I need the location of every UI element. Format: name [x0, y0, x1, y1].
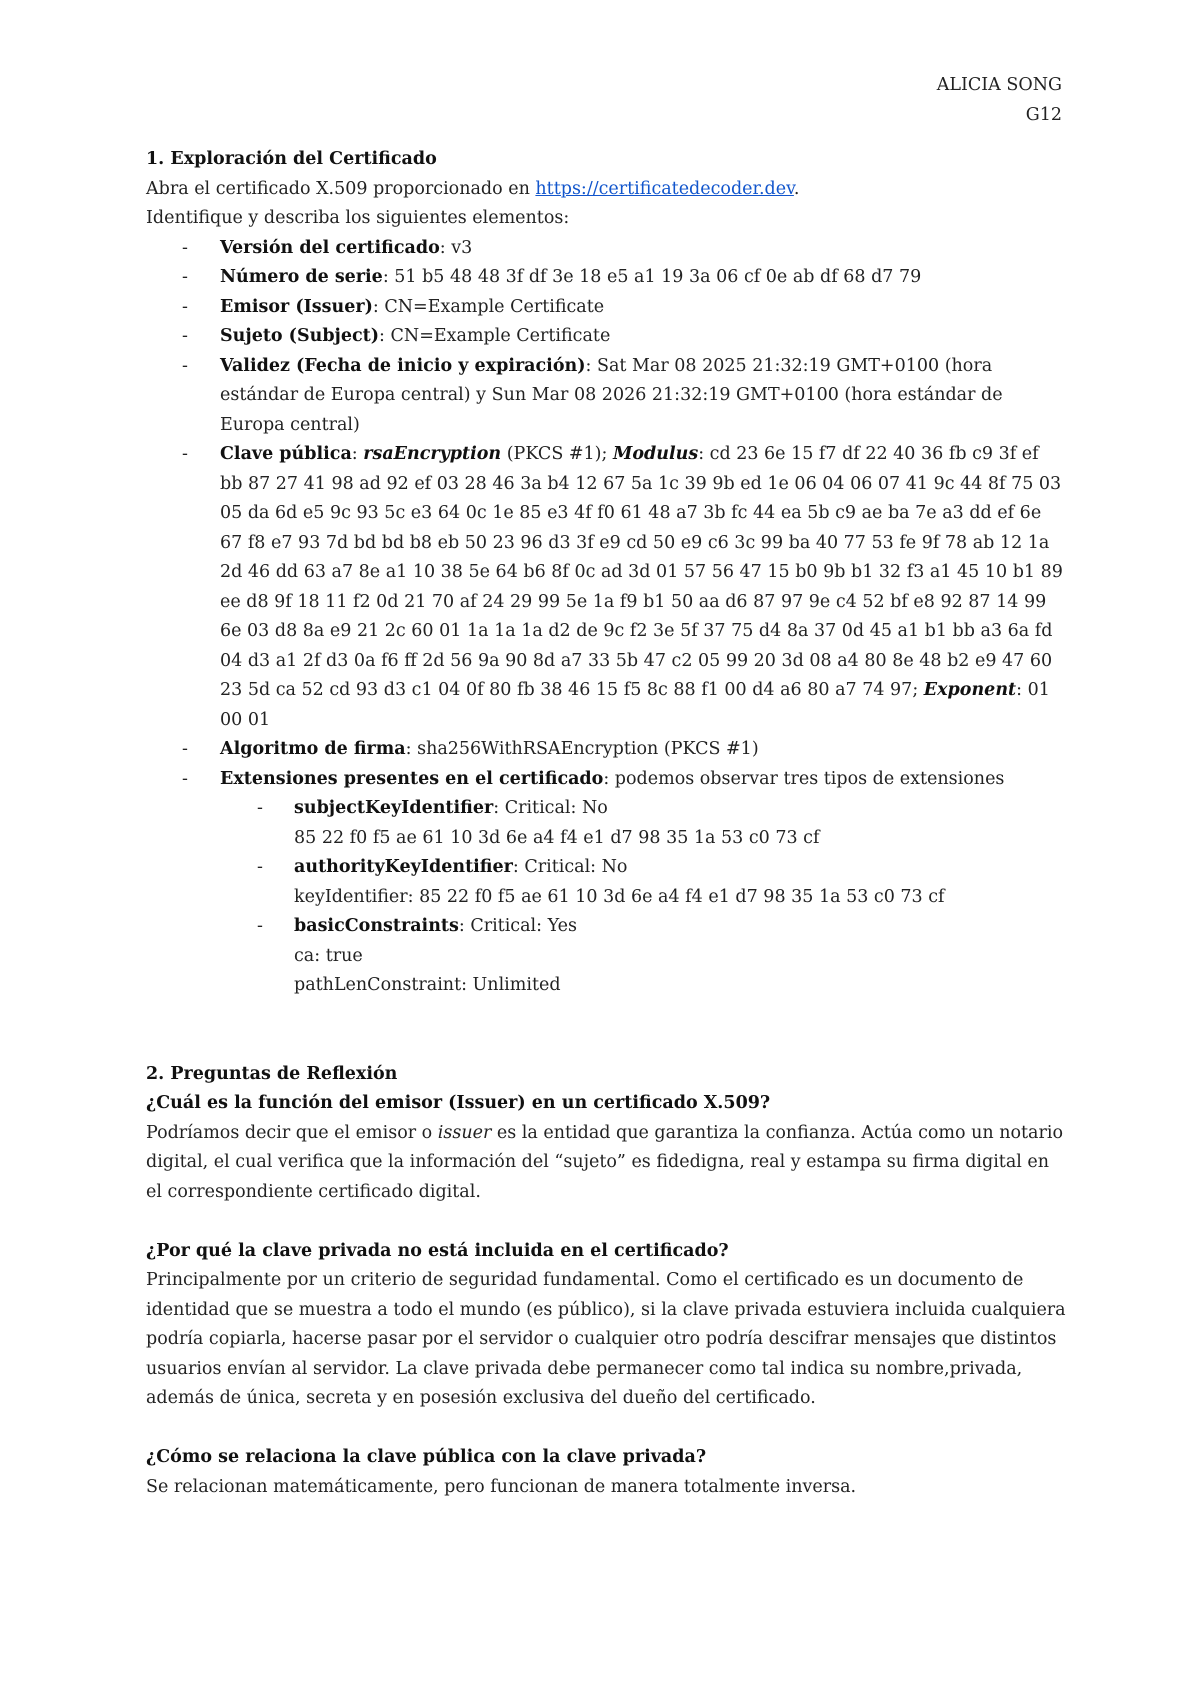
serial-value: : 51 b5 48 48 3f df 3e 18 e5 a1 19 3a 06 cf 0e ab df 68 d7 79 [382, 267, 922, 287]
issuer-label: Emisor (Issuer) [220, 296, 373, 317]
section1-identify: Identifique y describa los siguientes elementos: [146, 208, 570, 228]
section1-intro [146, 175, 1066, 205]
document-content [146, 145, 1066, 1502]
question-key-relation: ¿Cómo se relaciona la clave pública con la clave privada? [146, 1447, 707, 1467]
modulus-value: : cd 23 6e 15 f7 df 22 40 36 fb c9 3f ef bb 87 27 41 98 ad 92 ef 03 28 46 3a b4 12 67 5a 1c 39 9b ed 1e 06 04 06 07 41 9c 44 8f 75 03 05 da 6d e5 9c 93 5c e3 64 0c 1e 85 e3 4f f0 61 48 a7 3b fc 44 ea 5b c9 ae ba 7e a3 dd ef 6e 67 f8 e7 93 7d bd bd b8 eb 50 23 96 d3 3f e9 cd 50 e9 c6 3c 99 ba 40 77 53 fe 9f 78 ab 12 1a 2d 46 dd 63 a7 8e a1 10 38 5e 64 b6 8f 0c ad 3d 01 57 56 47 15 b0 9b b1 32 f3 a1 45 10 b1 89 ee d8 9f 18 11 f2 0d 21 70 af 24 29 99 5e 1a f9 b1 50 aa d6 87 97 9e c4 52 bf e8 92 87 14 99 6e 03 d8 8a e9 21 2c 60 01 1a 1a 1a d2 de 9c f2 3e 5f 37 75 d4 8a 37 0d 45 a1 b1 bb a3 6a fd 04 d3 a1 2f d3 0a f6 ff 2d 56 9a 90 8d a7 33 5b 47 c2 05 99 20 3d 08 a4 80 8e 48 b2 e9 47 60 23 5d ca 52 cd 93 d3 c1 04 0f 80 fb 38 46 15 f5 8c 88 f1 00 d4 a6 80 a7 74 97; [220, 444, 1063, 700]
answer-key-relation: Se relacionan matemáticamente, pero funcionan de manera totalmente inversa. [146, 1476, 857, 1497]
extension-basic-constraints [220, 912, 1066, 1001]
pubkey-algorithm-suffix: (PKCS #1); [501, 444, 613, 464]
answer-issuer-suffix: es la entidad que garantiza la confianza. Actúa como un notario digital, el cual verifica que la información del “sujeto” es fidedigna, real y estampa su firma digital en el correspondiente certificado digital. [146, 1122, 1063, 1202]
intro-prefix: Abra el certificado X.509 proporcionado en [146, 178, 536, 199]
extensions-label: Extensiones presentes en el certificado [220, 768, 604, 789]
extension-critical: : Critical: No [493, 798, 608, 818]
extension-label: authorityKeyIdentifier [294, 857, 513, 877]
validity-value: : Sat Mar 08 2025 21:32:19 GMT+0100 (hora estándar de Europa central) y Sun Mar 08 2026 21:32:19 GMT+0100 (hora estándar de Europa central) [220, 355, 1003, 435]
list-item-extensions [146, 765, 1066, 1001]
paragraph-spacer [146, 1414, 1066, 1444]
section1-title: 1. Exploración del Certificado [146, 149, 437, 169]
extension-detail: keyIdentifier: 85 22 f0 f5 ae 61 10 3d 6e a4 f4 e1 d7 98 35 1a 53 c0 73 cf [294, 886, 945, 907]
version-label: Versión del certificado [220, 237, 440, 258]
extension-detail: 85 22 f0 f5 ae 61 10 3d 6e a4 f4 e1 d7 98 35 1a 53 c0 73 cf [294, 827, 820, 848]
subject-value: : CN=Example Certificate [379, 326, 611, 346]
answer-issuer-prefix: Podríamos decir que el emisor o [146, 1122, 438, 1143]
answer-private-key: Principalmente por un criterio de seguridad fundamental. Como el certificado es un documento de identidad que se muestra a todo el mundo (es público), si la clave privada estuviera incluida cualquiera podría copiarla, hacerse pasar por el servidor o cualquier otro podría descifrar mensajes que distintos usuarios envían al servidor. La clave privada debe permanecer como tal indica su nombre,privada, además de única, secreta y en posesión exclusiva del dueño del certificado. [146, 1270, 1066, 1408]
extension-subject-key-identifier [220, 794, 1066, 853]
pubkey-algorithm: rsaEncryption [363, 444, 502, 464]
extension-authority-key-identifier [220, 853, 1066, 912]
answer-issuer [146, 1119, 1066, 1208]
pubkey-label: Clave pública [220, 444, 352, 464]
extensions-list [220, 794, 1066, 1001]
list-item-validity [146, 352, 1066, 441]
modulus-label: Modulus [612, 444, 699, 464]
question-private-key: ¿Por qué la clave privada no está incluida en el certificado? [146, 1240, 729, 1261]
page-header [937, 71, 1062, 130]
certificatedecoder-link[interactable]: https://certificatedecoder.dev [535, 178, 794, 199]
list-item-public-key [146, 440, 1066, 735]
answer-issuer-italic: issuer [437, 1122, 492, 1143]
validity-label: Validez (Fecha de inicio y expiración) [220, 355, 586, 376]
paragraph-spacer [146, 1207, 1066, 1237]
exponent-label: Exponent [923, 680, 1017, 700]
extension-label: basicConstraints [294, 916, 459, 936]
list-item-serial [146, 263, 1066, 293]
serial-label: Número de serie [220, 267, 383, 287]
extensions-value: : podemos observar tres tipos de extensiones [603, 768, 1005, 789]
exponent-value: : 01 00 01 [220, 680, 1050, 730]
list-item-issuer [146, 293, 1066, 323]
list-item-signature-algorithm [146, 735, 1066, 765]
sigalg-label: Algoritmo de firma [220, 739, 406, 759]
intro-suffix: . [793, 178, 800, 199]
pubkey-colon: : [351, 444, 364, 464]
section2-title: 2. Preguntas de Reflexión [146, 1063, 398, 1084]
list-item-version [146, 234, 1066, 264]
extension-critical: : Critical: No [512, 857, 628, 877]
extension-critical: : Critical: Yes [458, 916, 577, 936]
author-group: G12 [1025, 104, 1062, 125]
author-name: ALICIA SONG [936, 75, 1062, 95]
version-value: : v3 [439, 237, 473, 258]
list-item-subject [146, 322, 1066, 352]
subject-label: Sujeto (Subject) [220, 326, 380, 346]
extension-label: subjectKeyIdentifier [294, 798, 494, 818]
certificate-elements-list [146, 234, 1066, 1001]
sigalg-value: : sha256WithRSAEncryption (PKCS #1) [405, 739, 759, 759]
section-spacer [146, 1001, 1066, 1060]
issuer-value: : CN=Example Certificate [372, 296, 605, 317]
extension-detail: ca: true [294, 945, 363, 966]
extension-detail: pathLenConstraint: Unlimited [294, 975, 561, 995]
question-issuer: ¿Cuál es la función del emisor (Issuer) en un certificado X.509? [146, 1093, 771, 1113]
